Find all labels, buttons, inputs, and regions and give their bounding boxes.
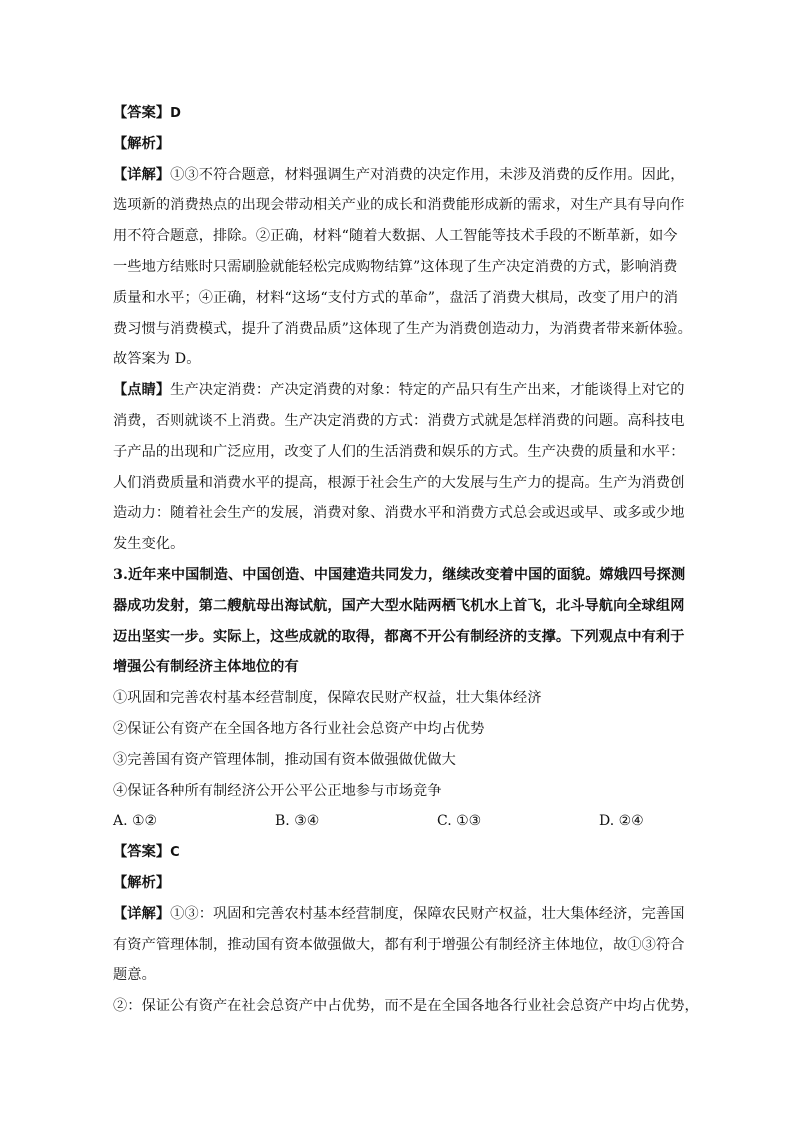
option-b: B. ③④ xyxy=(275,813,320,830)
answer-line-1 xyxy=(113,98,685,129)
answer-tag: 【答案】 xyxy=(113,105,171,121)
question-stem-line: 3.近年来中国制造、中国创造、中国建造共同发力，继续改变着中国的面貌。嫦娥四号探测 xyxy=(113,566,686,583)
statement-item: ④保证各种所有制经济公开公平公正地参与市场竞争 xyxy=(113,782,442,799)
question-stem-line: 迈出坚实一步。实际上，这些成就的取得，都离不开公有制经济的支撑。下列观点中有利于 xyxy=(113,628,685,645)
point-line: 造动力：随着社会生产的发展，消费对象、消费水平和消费方式总会或迟或早、或多或少地 xyxy=(113,505,685,522)
answer-value: C xyxy=(170,845,180,861)
detail-line xyxy=(113,160,685,191)
detail-line: 一些地方结账时只需刷脸就能轻松完成购物结算”这体现了生产决定消费的方式，影响消费 xyxy=(113,258,678,275)
analysis-heading-1 xyxy=(113,129,685,160)
question-stem-line: 增强公有制经济主体地位的有 xyxy=(113,659,299,676)
detail-line: 故答案为 D。 xyxy=(113,351,201,368)
detail-line: 质量和水平；④正确，材料“这场“支付方式的革命”，盘活了消费大棋局，改变了用户的消 xyxy=(113,289,678,306)
analysis-heading-2 xyxy=(113,868,685,899)
detail-line: 题意。 xyxy=(113,967,156,984)
detail-tag: 【详解】 xyxy=(113,905,171,922)
point-line: 子产品的出现和广泛应用，改变了人们的生活消费和娱乐的方式。生产决费的质量和水平： xyxy=(113,443,685,460)
option-d: D. ②④ xyxy=(599,813,644,830)
statement-item: ①巩固和完善农村基本经营制度，保障农民财产权益，壮大集体经济 xyxy=(113,690,542,707)
answer-tag: 【答案】 xyxy=(113,844,171,861)
detail-line: 选项新的消费热点的出现会带动相关产业的成长和消费能形成新的需求，对生产具有导向作 xyxy=(113,197,685,214)
option-c: C. ①③ xyxy=(437,813,482,830)
detail-line: 有资产管理体制，推动国有资本做强做大，都有利于增强公有制经济主体地位，故①③符合 xyxy=(113,936,685,953)
detail-line: 费习惯与消费模式，提升了消费品质”这体现了生产为消费创造动力，为消费者带来新体验。 xyxy=(113,320,692,337)
statement-item: ②保证公有资产在全国各地方各行业社会总资产中均占优势 xyxy=(113,720,485,737)
document-page xyxy=(113,98,699,1022)
point-line: 消费，否则就谈不上消费。生产决定消费的方式：消费方式就是怎样消费的问题。高科技电 xyxy=(113,412,685,429)
detail-text: ①③不符合题意，材料强调生产对消费的决定作用，未涉及消费的反作用。因此， xyxy=(170,166,685,183)
detail-line: 用不符合题意，排除。②正确，材料“随着大数据、人工智能等技术手段的不断革新，如今 xyxy=(113,228,678,245)
detail-text: ①③：巩固和完善农村基本经营制度，保障农民财产权益，壮大集体经济，完善国 xyxy=(170,905,685,922)
analysis-tag: 【解析】 xyxy=(113,874,171,891)
answer-line-2 xyxy=(113,837,685,868)
point-line: 人们消费质量和消费水平的提高，根源于社会生产的大发展与生产力的提高。生产为消费创 xyxy=(113,474,685,491)
point-tag: 【点睛】 xyxy=(113,382,171,399)
option-a: A. ①② xyxy=(113,813,158,830)
detail-tag: 【详解】 xyxy=(113,166,171,183)
question-stem-line: 器成功发射，第二艘航母出海试航，国产大型水陆两栖飞机水上首飞，北斗导航向全球组网 xyxy=(113,597,685,614)
point-text: 生产决定消费：产决定消费的对象：特定的产品只有生产出来，才能谈得上对它的 xyxy=(170,382,685,399)
statement-item: ③完善国有资产管理体制，推动国有资本做强做优做大 xyxy=(113,751,456,768)
detail-line: ②：保证公有资产在社会总资产中占优势，而不是在全国各地各行业社会总资产中均占优势， xyxy=(113,998,699,1015)
point-line xyxy=(113,375,685,406)
point-line: 发生变化。 xyxy=(113,536,185,553)
answer-value: D xyxy=(170,106,182,121)
analysis-tag: 【解析】 xyxy=(113,135,171,152)
detail-line xyxy=(113,899,685,930)
options-row xyxy=(113,806,685,837)
